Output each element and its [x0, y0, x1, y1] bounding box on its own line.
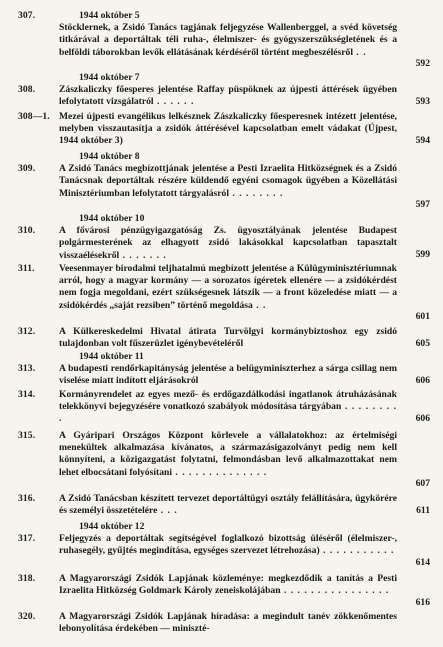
page-number: 606	[415, 375, 430, 386]
entry-number: 318.	[18, 573, 36, 584]
entry-number: 309.	[18, 163, 36, 174]
entry-number: 315.	[18, 430, 36, 441]
entry-number: 314.	[18, 389, 36, 400]
page-number: 606	[415, 413, 430, 424]
entry-date: 1944 október 10	[79, 213, 145, 224]
page-number: 594	[415, 135, 430, 146]
page-number: 616	[415, 597, 430, 608]
entry-number: 311.	[18, 263, 35, 274]
entry-date: 1944 október 5	[79, 10, 140, 21]
entry-text: A Zsidó Tanácsban készített tervezet deportáltügyi osztály felállítására, ügykörére és személyi összetételére . . .	[59, 493, 397, 517]
entry-text: Mezei újpesti evangélikus lelkésznek Zászkaliczky főesperesnek intézett jelentése, melyben visszautasítja a zsidók áttérésével kapcsolatban emelt vádakat (Újpest, 1944 október 3)	[59, 111, 397, 147]
page-number: 592	[415, 58, 430, 69]
entry-number: 308—1.	[18, 111, 50, 122]
entry-number: 313.	[18, 363, 36, 374]
entry-date: 1944 október 8	[79, 151, 140, 162]
entry-date: 1944 október 7	[79, 72, 140, 83]
page-number: 597	[415, 199, 430, 210]
page-number: 599	[415, 249, 430, 260]
entry-text: Feljegyzés a deportáltak segítségével foglalkozó bizottság üléséről (élelmiszer-, ruhasegély, gyűjtés megindítása, egységes szervezet létrehozása) . . . . . . . . . . .	[59, 533, 397, 557]
entry-text: A Magyarországi Zsidók Lapjának híradása: a megindult tanév zökkenőmentes lebonyolítása érdekében — miniszté-	[59, 611, 397, 635]
entry-number: 310.	[18, 225, 36, 236]
entry-number: 320.	[18, 611, 36, 622]
entry-number: 308.	[18, 84, 36, 95]
entry-text: Zászkaliczky főesperes jelentése Raffay püspöknek az újpesti áttérések ügyében lefolytatott vizsgálatról . . . . . .	[59, 84, 397, 108]
entry-number: 307.	[18, 10, 36, 21]
entry-text: Stöcklernek, a Zsidó Tanács tagjának feljegyzése Wallenberggel, a svéd követség titkárával a deportáltak téli ruha-, élelmiszer- és gyógyszerszükségletének és a belföldi táborokban levők ellátásának kérdéséről történt megbeszélésről . .	[59, 22, 397, 58]
entry-number: 317.	[18, 533, 36, 544]
page-number: 593	[415, 96, 430, 107]
entry-text: A Gyáripari Országos Központ körlevele a vállalatokhoz: az értelmiségi menekültek alkalmazása kívánatos, a származásigazolványt pedig nem kell könnyíteni, a közigazgatást folytatni, felmondásban levő alkalmazottakat nem lehet elbocsátani folyósítani . . . . . . . . . . . . . .	[59, 430, 397, 478]
page-number: 607	[415, 478, 430, 489]
entry-text: A Magyarországi Zsidók Lapjának közleménye: megkezdődik a tanítás a Pesti Izraelita Hitközség Goldmark Károly zeneiskolájában . . . . . . . . . . . . . . . .	[59, 573, 397, 597]
entry-text: Kormányrendelet az egyes mező- és erdőgazdálkodási ingatlanok átruházásának telekkönyvi bejegyzésére vonatkozó szabályok módosítása tárgyában . . . . . . . . .	[59, 389, 398, 425]
page-number: 601	[415, 311, 430, 322]
entry-text: A Külkereskedelmi Hivatal átirata Turvölgyi kormánybiztoshoz egy zsidó tulajdonban volt fűszerüzlet igénybevételéről	[59, 326, 397, 350]
entry-number: 316.	[18, 493, 36, 504]
page-number: 614	[415, 557, 430, 568]
page-number: 605	[415, 338, 430, 349]
entry-date: 1944 október 12	[79, 521, 145, 532]
entry-text: Veesenmayer birodalmi teljhatalmú megbízott jelentése a Külügyminisztériumnak arról, hogy a magyar kormány — a sorozatos ígéretek ellenére — a zsidókérdést nem fogja megoldani, ezért szükségesnek látszik — a front közeledése miatt — a zsidókérdés „saját rezsiben” történő megoldása . .	[59, 263, 397, 311]
entry-text: A fővárosi pénzügyigazgatóság Zs. ügyosztályának jelentése Budapest polgármesterének az elhagyott zsidó lakásokkal kapcsolatban tapasztalt visszaélésekről . . . . . . .	[59, 225, 397, 261]
entry-number: 312.	[18, 326, 36, 337]
entry-text: A Zsidó Tanács megbízottjának jelentése a Pesti Izraelita Hitközségnek és a Zsidó Tanácsnak deportáltak részére küldendő egyéni csomagok ügyében a Közellátási Minisztériumban lefolytatott tárgyalásról . . . . . . . .	[59, 163, 397, 199]
entry-date: 1944 október 11	[79, 351, 144, 362]
entry-text: A budapesti rendőrkapitányság jelentése a belügyminiszterhez a sárga csillag nem viselése miatt indított eljárásokról	[59, 363, 397, 387]
page-number: 611	[416, 505, 430, 516]
